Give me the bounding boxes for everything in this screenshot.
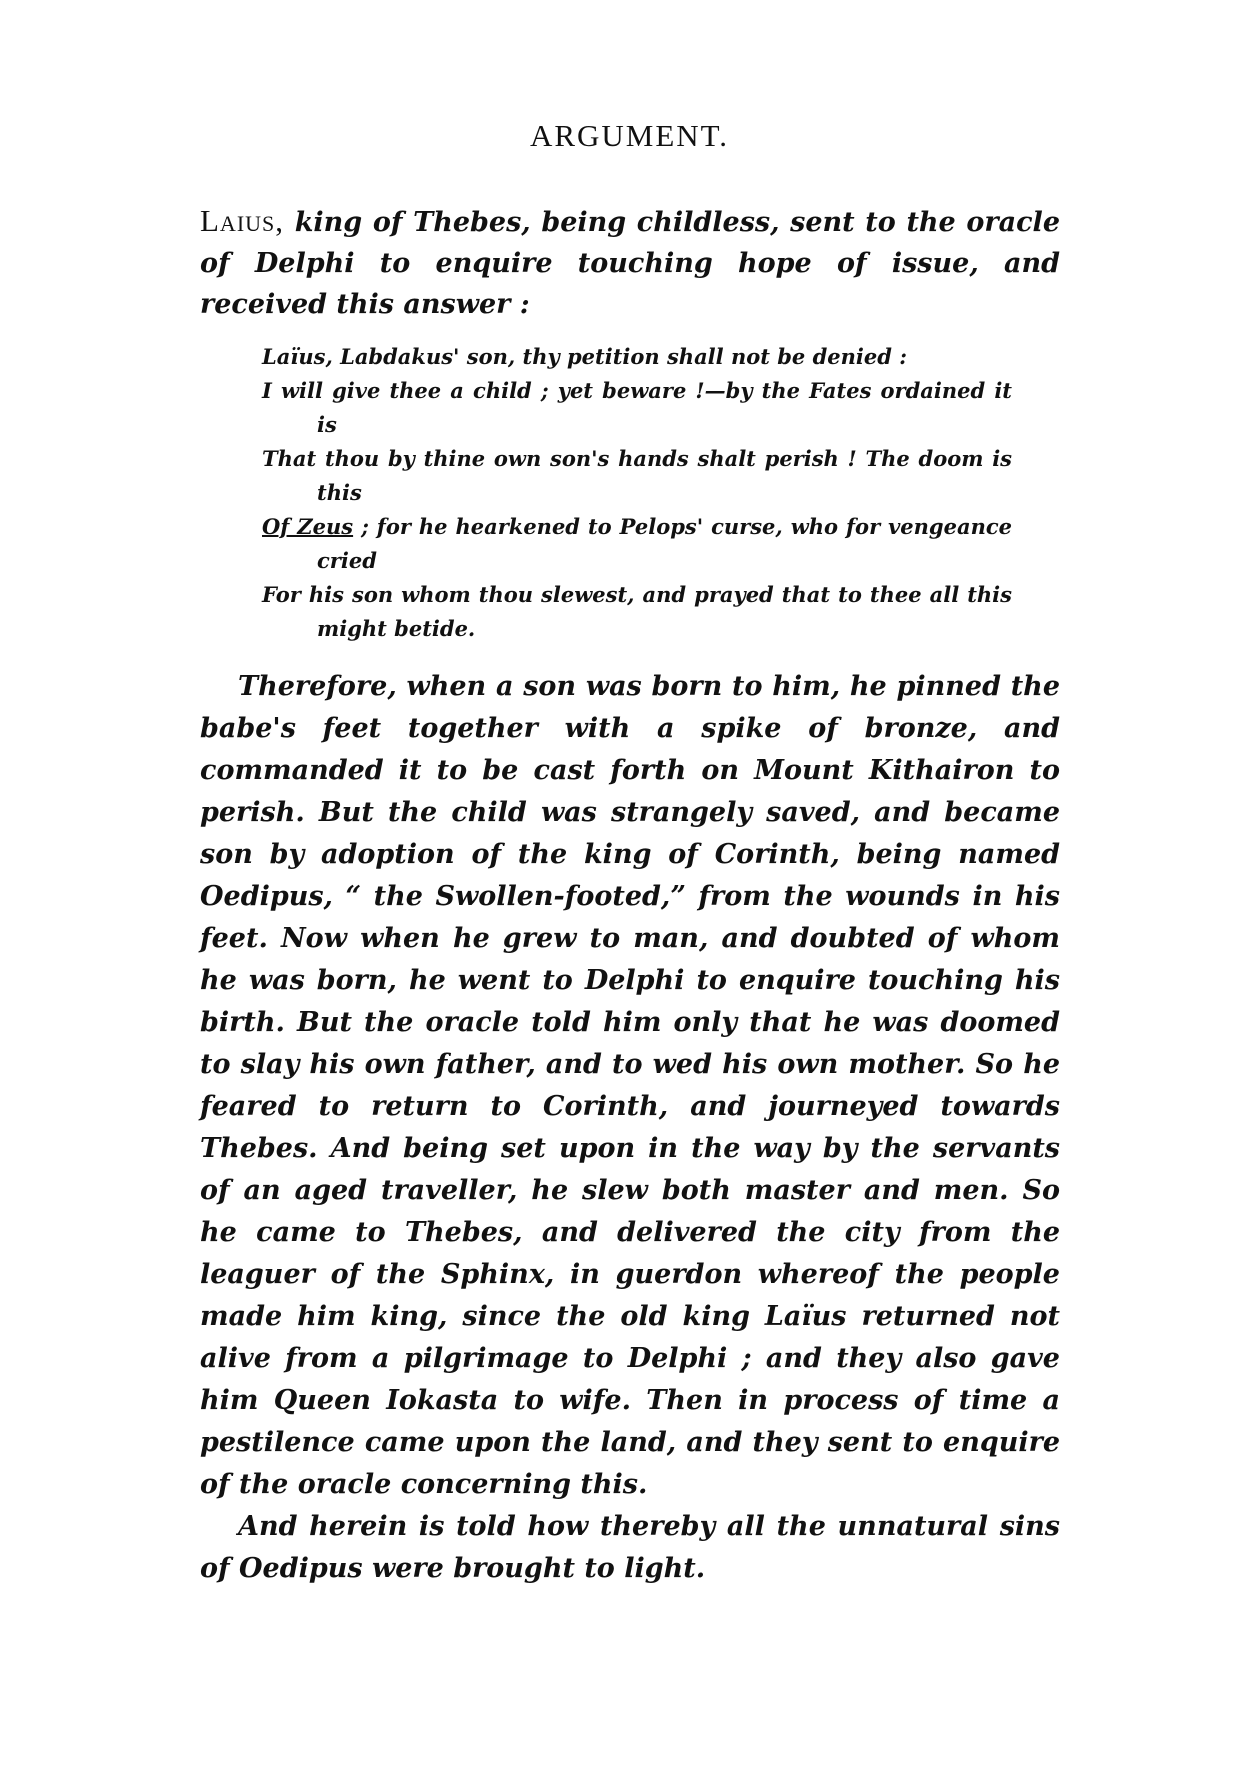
verse-line: That thou by thine own son's hands shalt perish ! The doom is this (262, 446, 1012, 505)
narrative-paragraph: And herein is told how thereby all the unnatural sins of Oedipus were brought to light. (200, 1511, 1060, 1584)
oracle-verse (262, 340, 1012, 646)
verse-line-rest: ; for he hearkened to Pelops' curse, who for vengeance cried (317, 514, 1013, 573)
verse-line: For his son whom thou slewest, and prayed that to thee all this might betide. (262, 582, 1012, 641)
intro-paragraph (200, 200, 1060, 325)
page-title: ARGUMENT. (529, 118, 730, 153)
intro-lead-name: Laius, (200, 203, 285, 238)
intro-text: king of Thebes, being childless, sent to the oracle of Delphi to enquire touching hope of issue, and received this answer : (200, 207, 1060, 320)
verse-line: Laïus, Labdakus' son, thy petition shall not be denied : (262, 344, 907, 369)
narrative-paragraph: Therefore, when a son was born to him, he pinned the babe's feet together with a spike of bronze, and commanded it to be cast forth on Mount Kithairon to perish. But the child was strangely saved, and became son by adoption of the king of Corinth, being named Oedipus, “ the Swollen-footed,” from the wounds in his feet. Now when he grew to man, and doubted of whom he was born, he went to Delphi to enquire touching his birth. But the oracle told him only that he was doomed to slay his own father, and to wed his own mother. So he feared to return to Corinth, and journeyed towards Thebes. And being set upon in the way by the servants of an aged traveller, he slew both master and men. So he came to Thebes, and delivered the city from the leaguer of the Sphinx, in guerdon whereof the people made him king, since the old king Laïus returned not alive from a pilgrimage to Delphi ; and they also gave him Queen Iokasta to wife. Then in process of time a pestilence came upon the land, and they sent to enquire of the oracle concerning this. (200, 671, 1060, 1500)
narrative-text (200, 666, 1060, 1590)
verse-line: I will give thee a child ; yet beware !—by the Fates ordained it is (262, 378, 1012, 437)
underlined-text: Of Zeus (262, 514, 354, 539)
verse-line (262, 510, 1012, 578)
